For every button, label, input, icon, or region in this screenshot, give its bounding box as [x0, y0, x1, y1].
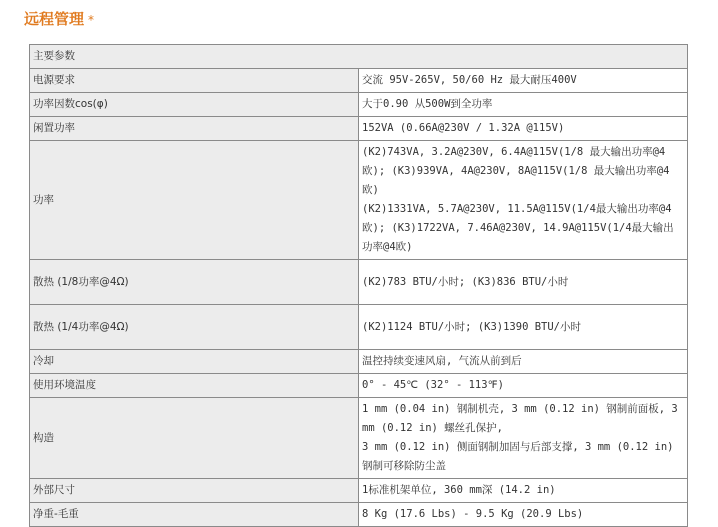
row-value	[359, 305, 688, 350]
row-value-line: 1 mm (0.04 in) 钢制机壳, 3 mm (0.12 in) 钢制前面板, 3 mm (0.12 in) 螺丝孔保护,	[362, 403, 678, 434]
table-row	[30, 305, 688, 350]
table-row	[30, 141, 688, 260]
row-value-line: 8 Kg (17.6 Lbs) - 9.5 Kg (20.9 Lbs)	[362, 508, 584, 520]
row-value	[359, 398, 688, 479]
row-value-line: 3 mm (0.12 in) 侧面钢制加固与后部支撑, 3 mm (0.12 in) 钢制可移除防尘盖	[362, 441, 674, 472]
table-row	[30, 398, 688, 479]
table-row	[30, 69, 688, 93]
row-value-line: (K2)1331VA, 5.7A@230V, 11.5A@115V(1/4最大输出功率@4欧); (K3)1722VA, 7.46A@230V, 14.9A@115V(1/4最大输出功率@4欧)	[362, 203, 674, 253]
table-row	[30, 93, 688, 117]
table-header-row	[30, 45, 688, 69]
table-row	[30, 117, 688, 141]
table-row	[30, 350, 688, 374]
row-label: 净重-毛重	[30, 503, 359, 527]
row-value-line: 温控持续变速风扇, 气流从前到后	[362, 355, 522, 367]
row-value	[359, 69, 688, 93]
row-value-line: (K2)1124 BTU/小时; (K3)1390 BTU/小时	[362, 320, 582, 333]
table-section-title: 主要参数	[30, 45, 688, 69]
table-row	[30, 374, 688, 398]
row-value	[359, 503, 688, 527]
row-label: 构造	[30, 398, 359, 479]
row-value-line: 152VA (0.66A@230V / 1.32A @115V)	[362, 122, 565, 134]
row-value-line: 交流 95V-265V, 50/60 Hz 最大耐压400V	[362, 74, 577, 86]
section-heading-text: 远程管理	[24, 10, 85, 28]
row-label: 功率	[30, 141, 359, 260]
row-value	[359, 260, 688, 305]
row-value-line: 大于0.90 从500W到全功率	[362, 98, 493, 110]
row-label: 散热 (1/8功率@4Ω)	[30, 260, 359, 305]
table-row	[30, 503, 688, 527]
row-value	[359, 117, 688, 141]
row-value	[359, 93, 688, 117]
row-value-line: 0° - 45℃ (32° - 113℉)	[362, 379, 504, 391]
row-value	[359, 350, 688, 374]
row-label: 外部尺寸	[30, 479, 359, 503]
row-value	[359, 141, 688, 260]
row-value-line: (K2)783 BTU/小时; (K3)836 BTU/小时	[362, 275, 569, 288]
row-label: 散热 (1/4功率@4Ω)	[30, 305, 359, 350]
row-label: 使用环境温度	[30, 374, 359, 398]
row-label: 冷却	[30, 350, 359, 374]
row-value	[359, 374, 688, 398]
required-star: *	[88, 13, 95, 27]
table-row	[30, 260, 688, 305]
row-label: 闲置功率	[30, 117, 359, 141]
section-heading	[24, 8, 94, 29]
row-value	[359, 479, 688, 503]
row-value-line: 1标准机架单位, 360 mm深 (14.2 in)	[362, 484, 556, 496]
row-label: 功率因数cos(φ)	[30, 93, 359, 117]
spec-table	[29, 44, 688, 527]
table-row	[30, 479, 688, 503]
row-label: 电源要求	[30, 69, 359, 93]
row-value-line: (K2)743VA, 3.2A@230V, 6.4A@115V(1/8 最大输出功率@4欧); (K3)939VA, 4A@230V, 8A@115V(1/8 最大输出功率@4欧)	[362, 146, 670, 196]
